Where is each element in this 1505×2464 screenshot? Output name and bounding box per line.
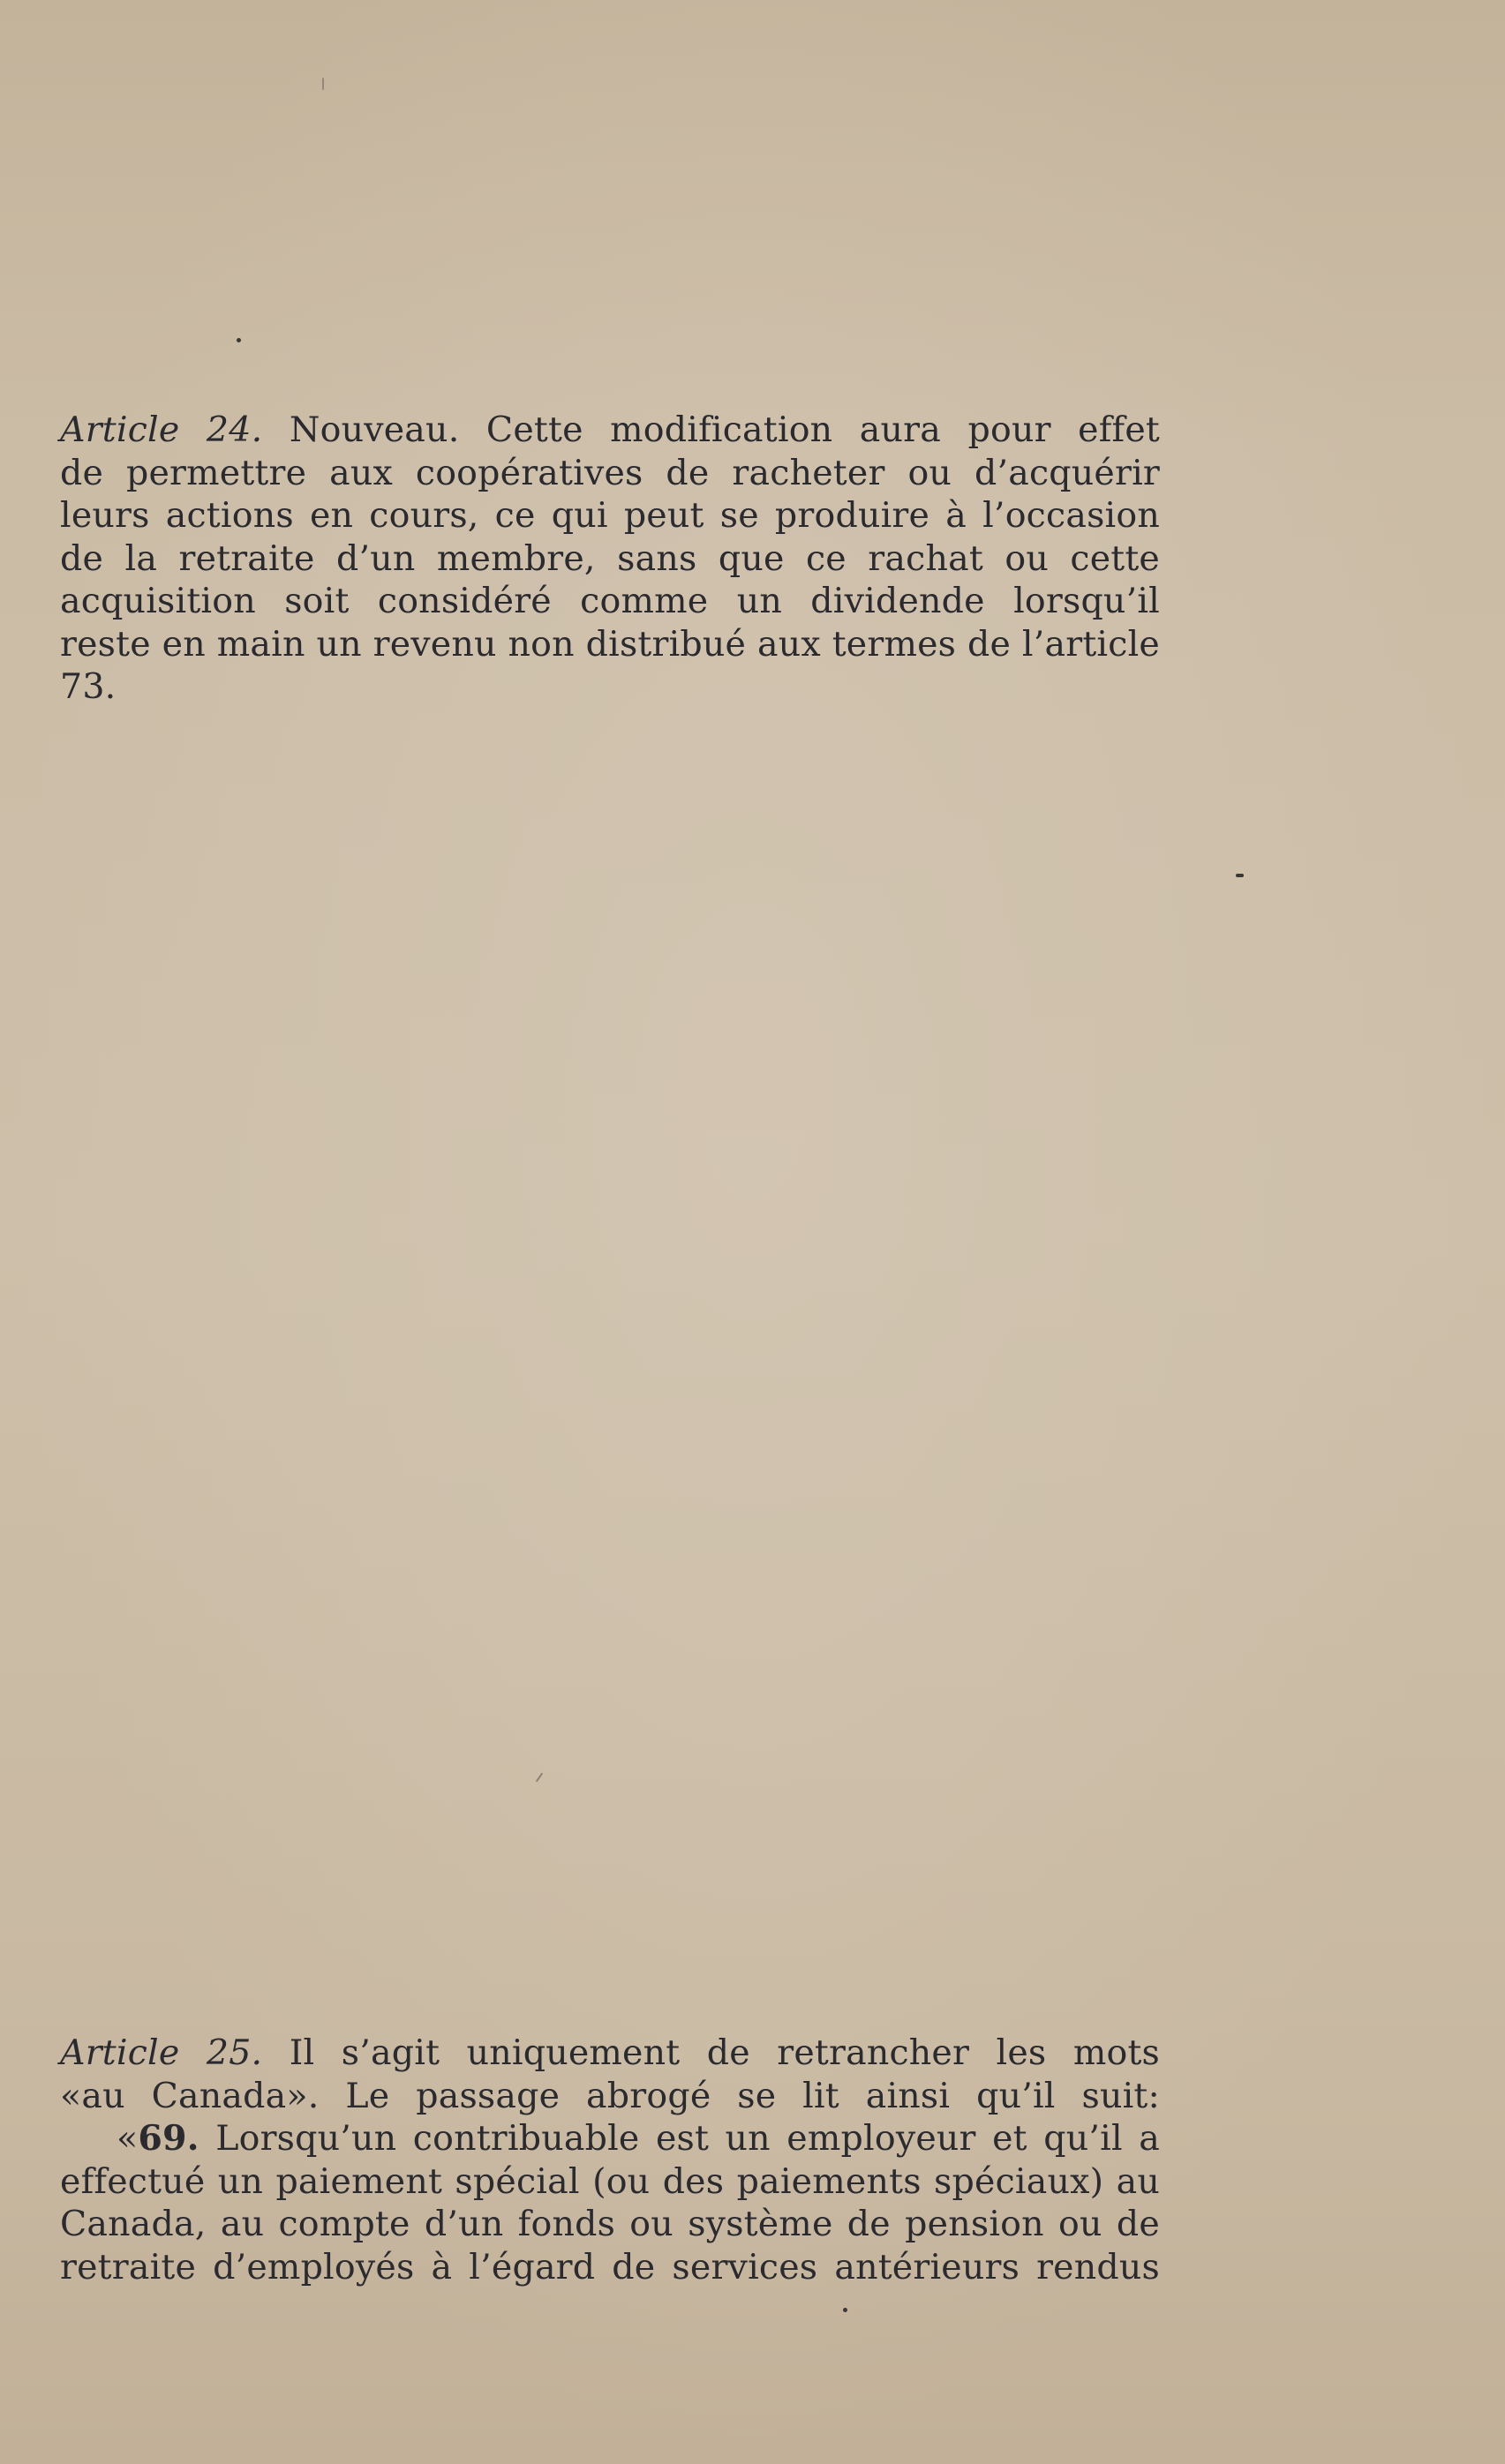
paper-speck xyxy=(237,338,241,342)
article-25-note xyxy=(60,2032,1160,2288)
paper-speck xyxy=(843,2308,847,2312)
article-24-line-3: leurs actions en cours, ce qui peut se produire à l’occasion xyxy=(60,495,1160,536)
article-25-line-3: «69. Lorsqu’un contribuable est un employeur et qu’il a xyxy=(117,2118,1160,2159)
article-25-line-5: Canada, au compte d’un fonds ou système de pension ou de xyxy=(60,2204,1160,2244)
article-25-line-4: effectué un paiement spécial (ou des paiements spéciaux) au xyxy=(60,2160,1160,2202)
article-24-line-7: 73. xyxy=(60,666,117,707)
article-24-line-1: Article 24. Nouveau. Cette modification aura pour effet xyxy=(60,409,1161,450)
article-25-line-1: Article 25. Il s’agit uniquement de retrancher les mots xyxy=(60,2032,1160,2073)
article-24-line-2: de permettre aux coopératives de racheter ou d’acquérir xyxy=(60,452,1160,493)
section-number: 69. xyxy=(138,2118,199,2159)
paper-speck xyxy=(1236,874,1244,877)
paper-speck xyxy=(536,1773,544,1783)
article-25-line-2: «au Canada». Le passage abrogé se lit ainsi qu’il suit: xyxy=(60,2075,1160,2116)
article-25-line-6: retraite d’employés à l’égard de services antérieurs rendus xyxy=(60,2246,1160,2287)
paper-speck xyxy=(322,78,324,90)
article-24-note xyxy=(60,409,1160,709)
article-24-line-4: de la retraite d’un membre, sans que ce rachat ou cette xyxy=(60,537,1160,579)
article-24-line-5: acquisition soit considéré comme un dividende lorsqu’il xyxy=(60,581,1160,621)
article-24-line-6: reste en main un revenu non distribué aux termes de l’article xyxy=(60,623,1160,665)
article-25-reference: Article 25. xyxy=(60,2032,263,2073)
article-24-reference: Article 24. xyxy=(60,409,263,450)
